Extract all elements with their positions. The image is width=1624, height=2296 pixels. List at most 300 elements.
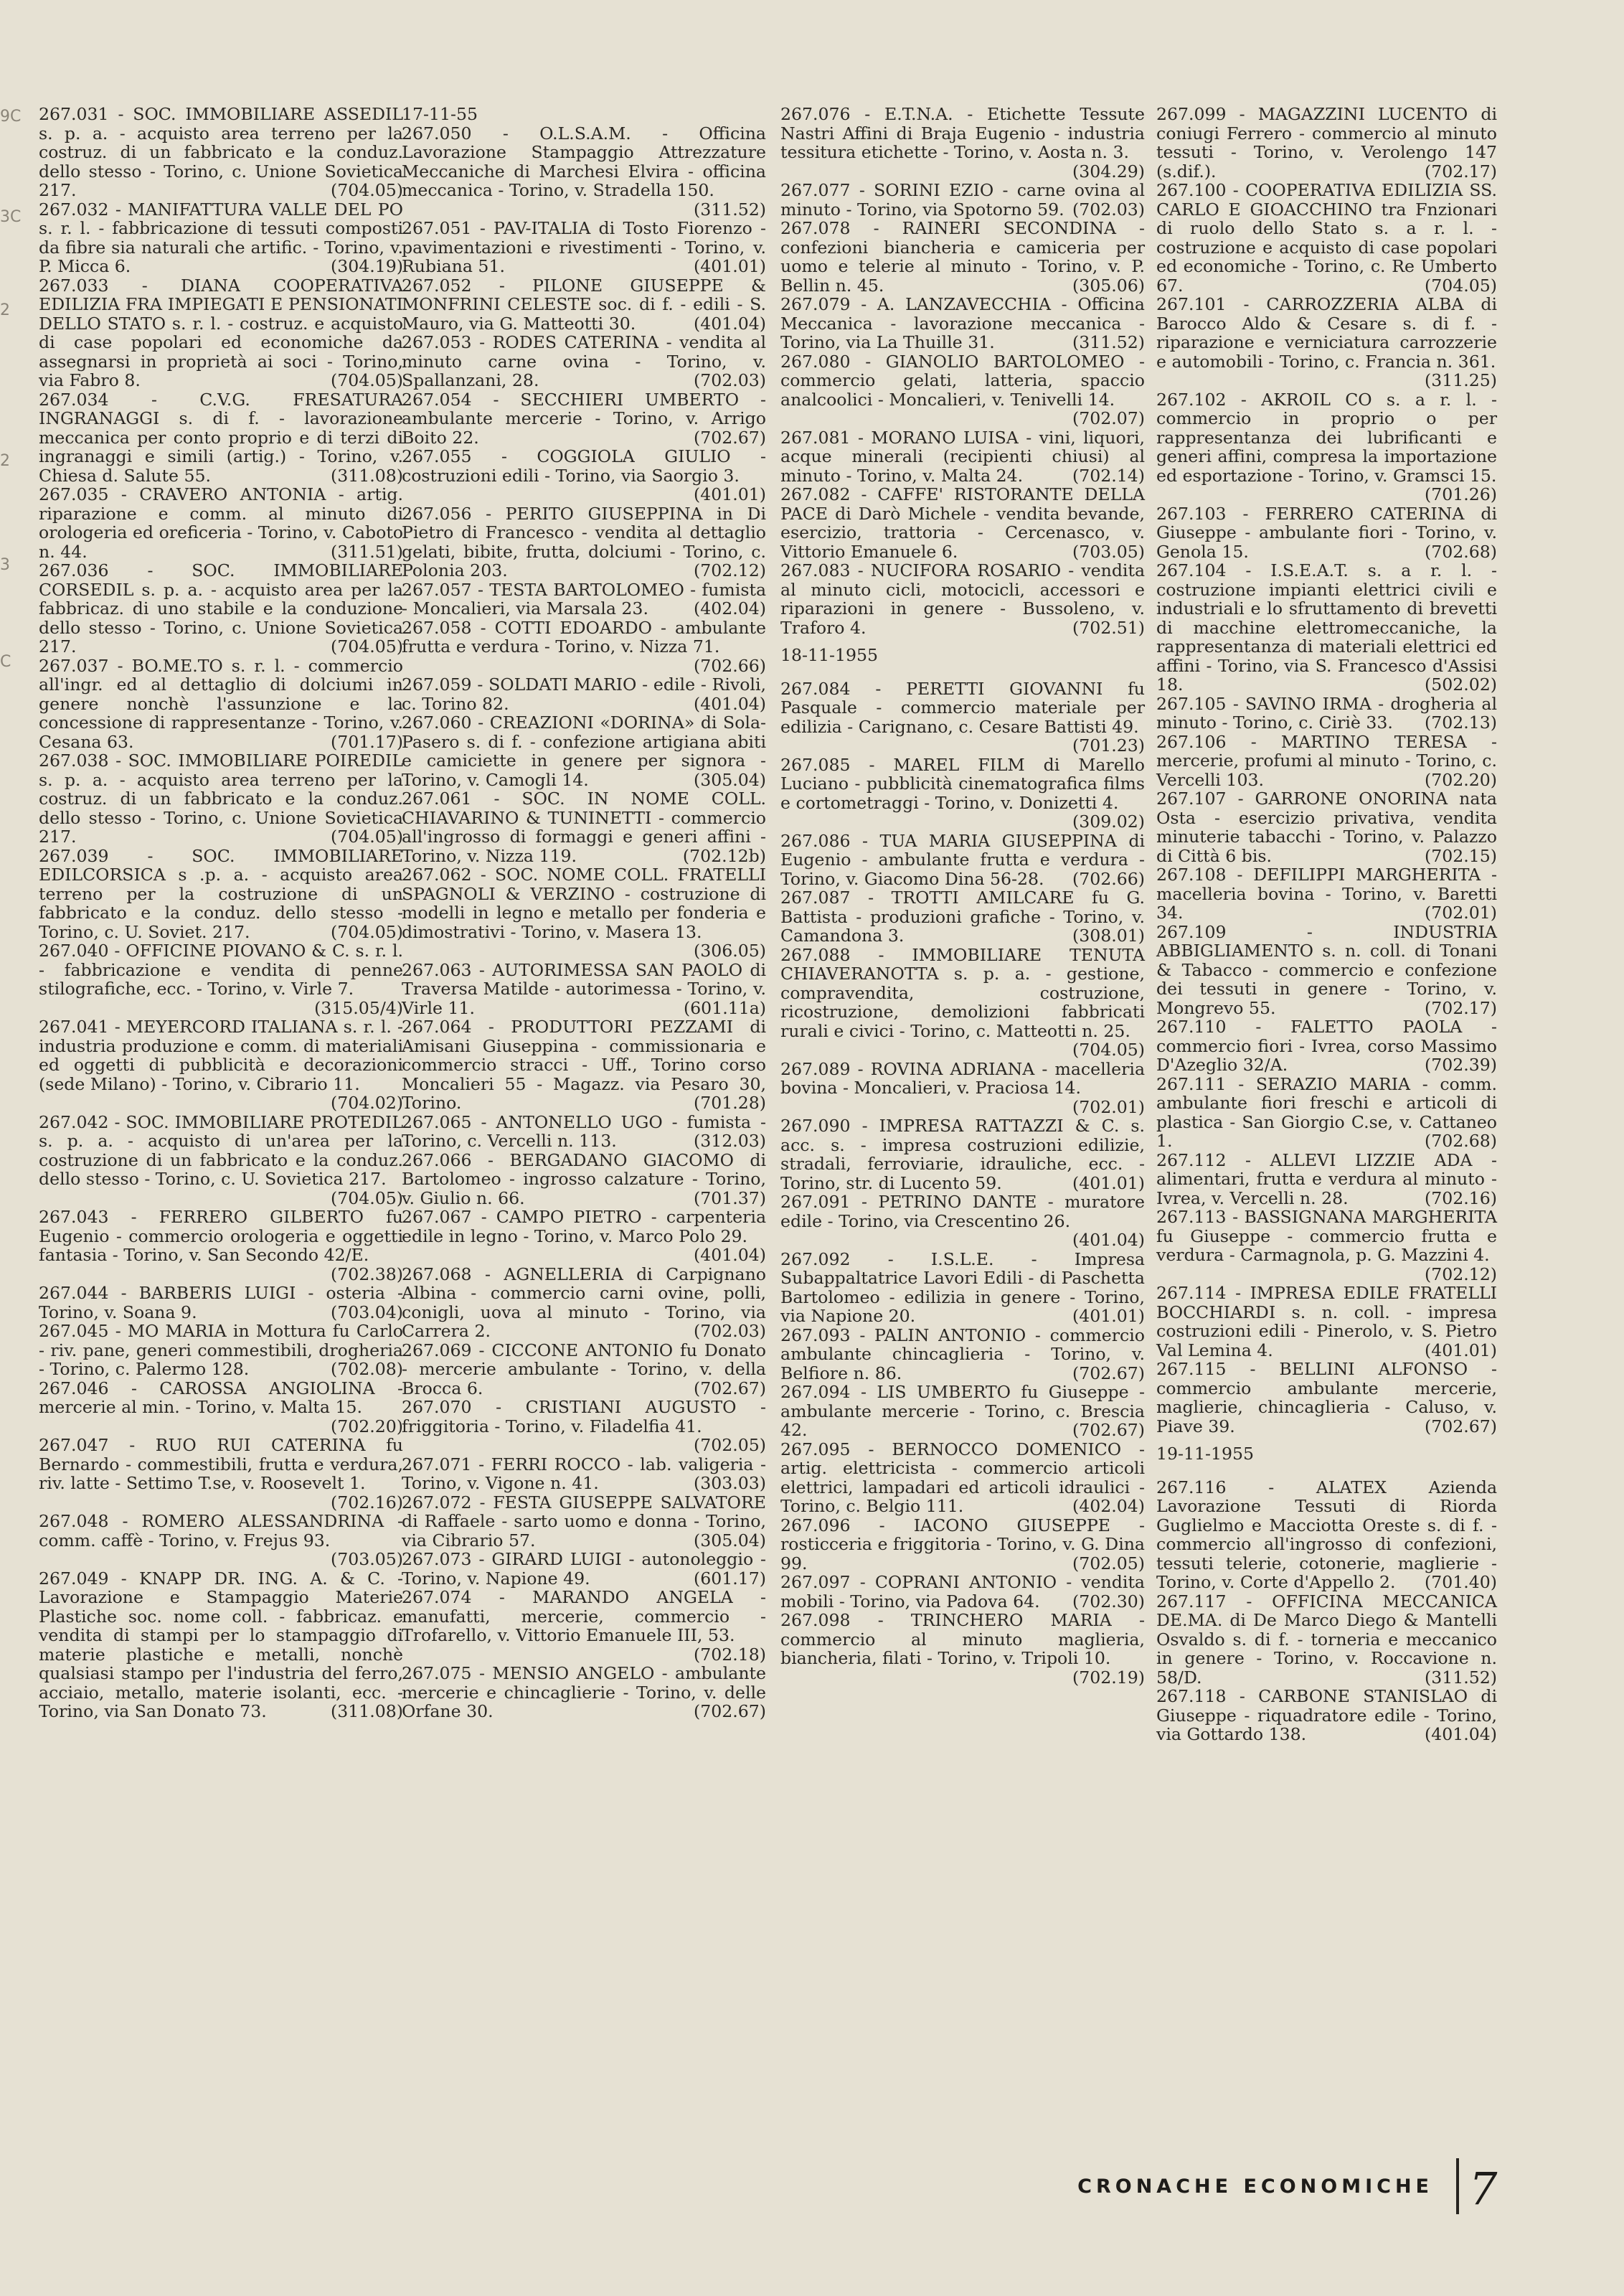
entry-text: - PAV-ITALIA di Tosto Fiorenzo - pavimentazioni e rivestimenti - Torino, v. Rubiana 51. bbox=[402, 218, 767, 276]
entry-number: 267.062 bbox=[402, 865, 472, 885]
category-code: (702.12) bbox=[694, 560, 766, 580]
entry-text: - MANIFATTURA VALLE DEL PO s. r. l. - fabbricazione di tessuti composti da fibre sia naturali che artific. - Torino, v. P. Micca 6. bbox=[39, 199, 403, 276]
entry-text: - PALIN ANTONIO - commercio ambulante chincaglieria - Torino, v. Belfiore n. 86. bbox=[780, 1325, 1145, 1383]
entry-number: 267.076 bbox=[780, 104, 851, 124]
category-code: (315.05/4) bbox=[314, 997, 403, 1018]
entry-text: - DEFILIPPI MARGHERITA - macelleria bovina - Torino, v. Baretti 34. bbox=[1156, 865, 1497, 923]
entry-text: - COTTI EDOARDO - ambulante frutta e verdura - Torino, v. Nizza 71. bbox=[402, 617, 766, 657]
entry-text: - COPRANI ANTONIO - vendita mobili - Torino, via Padova 64. bbox=[780, 1572, 1145, 1612]
entry-number: 267.090 bbox=[780, 1116, 851, 1136]
edge-mark: 2 bbox=[0, 452, 10, 470]
registry-entry bbox=[1156, 390, 1497, 504]
entry-number: 267.050 bbox=[402, 123, 472, 144]
registry-entry bbox=[39, 751, 403, 847]
entry-number: 267.070 bbox=[402, 1397, 472, 1417]
registry-entry bbox=[1156, 1360, 1497, 1436]
entry-number: 267.059 bbox=[402, 674, 472, 695]
registry-entry bbox=[39, 847, 403, 942]
category-code: (401.04) bbox=[1425, 1724, 1497, 1744]
entry-number: 267.054 bbox=[402, 389, 472, 410]
category-code: (702.67) bbox=[694, 1701, 766, 1721]
entry-number: 267.065 bbox=[402, 1111, 472, 1132]
category-code: (308.01) bbox=[1072, 926, 1145, 946]
entry-number: 267.034 bbox=[39, 389, 109, 410]
registry-entry bbox=[402, 1588, 766, 1664]
registry-entry bbox=[780, 295, 1145, 352]
entry-number: 267.079 bbox=[780, 294, 851, 314]
entry-number: 267.036 bbox=[39, 560, 109, 580]
entry-number: 267.093 bbox=[780, 1325, 851, 1345]
registry-entry bbox=[39, 105, 403, 200]
registry-entry bbox=[1156, 1687, 1497, 1744]
entry-text: - COGGIOLA GIULIO - costruzioni edili - Torino, via Saorgio 3. bbox=[402, 446, 766, 486]
registry-entry bbox=[1156, 1017, 1497, 1075]
entry-text: - IMPRESA EDILE FRATELLI BOCCHIARDI s. n. coll. - impresa costruzioni edili - Pinerolo, v. S. Pietro Val Lemina 4. bbox=[1156, 1283, 1497, 1360]
edge-mark: 2 bbox=[0, 301, 10, 319]
category-code: (401.01) bbox=[1072, 1172, 1145, 1193]
entry-number: 267.089 bbox=[780, 1058, 851, 1079]
registry-entry bbox=[39, 1569, 403, 1721]
category-code: (702.67) bbox=[1425, 1416, 1497, 1436]
page-number: 7 bbox=[1469, 2163, 1498, 2215]
entry-text: - ROMERO ALESSANDRINA - comm. caffè - Torino, v. Frejus 93. bbox=[39, 1511, 404, 1551]
entry-text: - INDUSTRIA ABBIGLIAMENTO s. n. coll. di Tonani & Tabacco - commercio e confezione dei tessuti in genere - Torino, v. Mongrevo 55. bbox=[1156, 921, 1497, 1018]
category-code: (401.04) bbox=[694, 693, 766, 714]
entry-number: 267.108 bbox=[1156, 865, 1227, 885]
entry-number: 267.098 bbox=[780, 1610, 851, 1630]
entry-text: - SOLDATI MARIO - edile - Rivoli, c. Torino 82. bbox=[402, 674, 766, 714]
category-code: (702.08) bbox=[331, 1359, 403, 1379]
category-code: (704.05) bbox=[1425, 275, 1497, 296]
date-heading: 19-11-1955 bbox=[1156, 1444, 1255, 1464]
category-code: (704.05) bbox=[1072, 1040, 1145, 1060]
registry-entry bbox=[1156, 561, 1497, 695]
category-code: (402.04) bbox=[1072, 1496, 1145, 1516]
entry-text: - BELLINI ALFONSO - commercio ambulante mercerie, maglierie, chincaglieria - Caluso, v. Piave 39. bbox=[1156, 1359, 1497, 1436]
registry-entry bbox=[1156, 1208, 1497, 1284]
entry-number: 267.113 bbox=[1156, 1207, 1227, 1227]
category-code: (704.05) bbox=[331, 827, 403, 847]
category-code: (312.03) bbox=[694, 1131, 766, 1151]
registry-entry bbox=[780, 1326, 1145, 1383]
category-code: (702.51) bbox=[1072, 617, 1145, 638]
entry-text: - SOC. IMMOBILIARE EDILCORSICA s .p. a. - acquisto area terreno per la costruzione di un fabbricato e la conduz. dello stesso - Torino, c. U. Soviet. 217. bbox=[39, 845, 403, 942]
category-code: (701.26) bbox=[1425, 484, 1497, 504]
registry-entry bbox=[1156, 1284, 1497, 1360]
entry-number: 267.056 bbox=[402, 503, 472, 524]
entry-number: 267.041 bbox=[39, 1017, 109, 1037]
category-code: (701.17) bbox=[331, 731, 403, 752]
registry-entry bbox=[402, 1113, 766, 1151]
entry-number: 267.035 bbox=[39, 484, 109, 504]
category-code: (401.01) bbox=[1425, 1340, 1497, 1360]
category-code: (702.30) bbox=[1072, 1591, 1145, 1612]
category-code: (701.28) bbox=[694, 1093, 766, 1113]
category-code: (704.05) bbox=[331, 921, 403, 942]
entry-number: 267.042 bbox=[39, 1111, 109, 1132]
registry-entry bbox=[780, 561, 1145, 637]
edge-mark: C bbox=[0, 653, 11, 671]
registry-entry bbox=[780, 181, 1145, 219]
entry-text: - CAMPO PIETRO - carpenteria edile in legno - Torino, v. Marco Polo 29. bbox=[402, 1207, 767, 1246]
entry-number: 267.101 bbox=[1156, 294, 1227, 314]
registry-entry bbox=[1156, 1478, 1497, 1592]
category-code: (702.07) bbox=[1072, 408, 1145, 428]
registry-entry bbox=[402, 580, 766, 618]
entry-number: 267.106 bbox=[1156, 731, 1227, 752]
entry-text: - A. LANZAVECCHIA - Officina Meccanica - lavorazione meccanica - Torino, via La Thuille 31. bbox=[780, 294, 1145, 352]
entry-number: 267.046 bbox=[39, 1378, 109, 1398]
category-code: (311.52) bbox=[694, 199, 766, 220]
registry-entry bbox=[39, 657, 403, 752]
registry-entry bbox=[780, 1060, 1145, 1117]
category-code: (702.12b) bbox=[682, 845, 766, 866]
category-code: (702.17) bbox=[1425, 161, 1497, 182]
entry-number: 267.073 bbox=[402, 1549, 472, 1569]
category-code: (702.14) bbox=[1072, 465, 1145, 486]
registry-entry bbox=[402, 865, 766, 961]
category-code: (305.06) bbox=[1072, 275, 1145, 296]
category-code: (702.03) bbox=[694, 1321, 766, 1341]
category-code: (701.37) bbox=[694, 1187, 766, 1208]
entry-text: - CAROSSA ANGIOLINA - mercerie al min. - Torino, v. Malta 15. bbox=[39, 1378, 403, 1417]
category-code: (703.04) bbox=[331, 1302, 403, 1322]
category-code: (702.67) bbox=[1072, 1363, 1145, 1383]
registry-entry bbox=[780, 1383, 1145, 1440]
entry-number: 267.068 bbox=[402, 1264, 472, 1284]
entry-text: - AKROIL CO s. a r. l. - commercio in proprio o per rappresentanza dei lubrificanti e generi affini, compresa la importazione ed esportazione - Torino, v. Gramsci 15. bbox=[1156, 389, 1497, 486]
category-code: (311.25) bbox=[1425, 370, 1497, 390]
category-code: (701.23) bbox=[1072, 735, 1145, 756]
category-code: (502.02) bbox=[1425, 674, 1497, 695]
registry-entry bbox=[39, 1017, 403, 1113]
entry-number: 267.078 bbox=[780, 218, 851, 238]
registry-entry bbox=[780, 946, 1145, 1060]
category-code: (702.67) bbox=[1072, 1420, 1145, 1440]
date-heading: 17-11-55 bbox=[402, 104, 478, 124]
category-code: (702.66) bbox=[694, 655, 766, 676]
entry-text: - CAFFE' RISTORANTE DELLA PACE di Darò Michele - vendita bevande, esercizio, trattoria - Cercenasco, v. Vittorio Emanuele 6. bbox=[780, 484, 1146, 562]
entry-text: - PILONE GIUSEPPE & MONFRINI CELESTE soc. di f. - edili - S. Mauro, via G. Matteotti 30. bbox=[402, 275, 766, 334]
category-code: (701.40) bbox=[1425, 1572, 1497, 1592]
entry-number: 267.039 bbox=[39, 845, 109, 866]
entry-text: - I.S.L.E. - Impresa Subappaltatrice Lavori Edili - di Paschetta Bartolomeo - edilizia in genere - Torino, via Napione 20. bbox=[780, 1248, 1146, 1326]
category-code: (704.05) bbox=[331, 636, 403, 657]
category-code: (702.39) bbox=[1425, 1055, 1497, 1075]
registry-entry bbox=[402, 276, 766, 334]
entry-text: - SOC. NOME COLL. FRATELLI SPAGNOLI & VERZINO - costruzione di modelli in legno e metallo per fonderia e dimostrativi - Torino, v. Masera 13. bbox=[402, 865, 766, 942]
category-code: (702.38) bbox=[331, 1264, 403, 1284]
entry-text: - CARBONE STANISLAO di Giuseppe - riquadratore edile - Torino, via Gottardo 138. bbox=[1156, 1686, 1497, 1744]
entry-text: - MENSIO ANGELO - ambulante mercerie e chincaglierie - Torino, v. delle Orfane 30. bbox=[402, 1663, 766, 1721]
registry-entry bbox=[1156, 181, 1497, 295]
registry-entry bbox=[780, 1516, 1145, 1573]
registry-entry bbox=[780, 1440, 1145, 1516]
registry-entry bbox=[402, 675, 766, 713]
category-code: (306.05) bbox=[694, 941, 766, 961]
category-code: (311.52) bbox=[1072, 332, 1145, 352]
registry-entry bbox=[780, 756, 1145, 832]
registry-entry bbox=[402, 124, 766, 220]
entry-number: 267.086 bbox=[780, 830, 851, 851]
category-code: (601.11a) bbox=[683, 997, 766, 1018]
registry-entry bbox=[402, 504, 766, 580]
registry-entry bbox=[39, 200, 403, 276]
registry-entry bbox=[1156, 1151, 1497, 1208]
entry-number: 267.092 bbox=[780, 1248, 851, 1269]
entry-text: - CICCONE ANTONIO fu Donato - mercerie ambulante - Torino, v. della Brocca 6. bbox=[402, 1340, 766, 1398]
entry-text: - SOC. IMMOBILIARE CORSEDIL s. p. a. - acquisto area per la fabbricaz. di uno stabile e la conduzione dello stesso - Torino, c. Unione Sovietica 217. bbox=[39, 560, 403, 657]
category-code: (702.20) bbox=[1425, 769, 1497, 790]
registry-entry bbox=[402, 1493, 766, 1551]
footer-divider bbox=[1456, 2158, 1459, 2214]
registry-entry bbox=[780, 219, 1145, 295]
registry-entry bbox=[39, 941, 403, 1017]
registry-entry bbox=[780, 888, 1145, 946]
category-code: (702.03) bbox=[694, 370, 766, 390]
entry-number: 267.094 bbox=[780, 1382, 851, 1402]
category-code: (702.01) bbox=[1425, 903, 1497, 923]
entry-number: 267.049 bbox=[39, 1568, 109, 1589]
category-code: (401.04) bbox=[1072, 1230, 1145, 1250]
registry-entry bbox=[39, 1512, 403, 1569]
entry-text: - PERITO GIUSEPPINA in Di Pietro di Francesco - vendita al dettaglio gelati, bibite, frutta, dolciumi - Torino, c. Polonia 203. bbox=[402, 503, 766, 580]
registry-entry bbox=[780, 1116, 1145, 1192]
entry-number: 267.085 bbox=[780, 754, 851, 775]
entry-number: 267.037 bbox=[39, 655, 109, 676]
category-code: (401.01) bbox=[694, 256, 766, 276]
entry-text: - SORINI EZIO - carne ovina al minuto - Torino, via Spotorno 59. bbox=[780, 180, 1145, 220]
category-code: (704.05) bbox=[331, 370, 403, 390]
category-code: (305.04) bbox=[694, 1530, 766, 1551]
registry-entry bbox=[39, 276, 403, 390]
entry-number: 267.072 bbox=[402, 1492, 472, 1512]
edge-mark: 3C bbox=[0, 208, 22, 226]
registry-entry bbox=[402, 1208, 766, 1265]
category-code: (702.67) bbox=[694, 1378, 766, 1398]
entry-text: - BASSIGNANA MARGHERITA fu Giuseppe - commercio frutta e verdura - Carmagnola, p. G. Mazzini 4. bbox=[1156, 1207, 1497, 1265]
entry-number: 267.087 bbox=[780, 888, 851, 908]
entry-text: - GIANOLIO BARTOLOMEO - commercio gelati, latteria, spaccio analcoolici - Moncalieri, v. Tenivelli 14. bbox=[780, 351, 1145, 410]
entry-text: - RUO RUI CATERINA fu Bernardo - commestibili, frutta e verdura, riv. latte - Settimo T.se, v. Roosevelt 1. bbox=[39, 1435, 403, 1493]
category-code: (702.16) bbox=[1425, 1187, 1497, 1208]
registry-entry bbox=[1156, 695, 1497, 733]
entry-text: - OFFICINE PIOVANO & C. s. r. l. - fabbricazione e vendita di penne stilografiche, ecc. - Torino, v. Virle 7. bbox=[39, 941, 403, 999]
entry-text: - SECCHIERI UMBERTO - ambulante mercerie - Torino, v. Arrigo Boito 22. bbox=[402, 389, 766, 448]
category-code: (401.01) bbox=[1072, 1306, 1145, 1326]
entry-number: 267.061 bbox=[402, 789, 472, 809]
entry-text: - GARRONE ONORINA nata Osta - esercizio privativa, vendita minuterie tabacchi - Torino, v. Palazzo di Città 6 bis. bbox=[1156, 789, 1497, 866]
registry-entry bbox=[780, 679, 1145, 756]
entry-text: - RAINERI SECONDINA - confezioni biancheria e camiceria per uomo e telerie al minuto - Torino, v. P. Bellin n. 45. bbox=[780, 218, 1145, 296]
category-code: (304.19) bbox=[331, 256, 403, 276]
entry-number: 267.066 bbox=[402, 1149, 472, 1170]
category-code: (311.08) bbox=[331, 465, 403, 486]
category-code: (702.18) bbox=[694, 1644, 766, 1665]
registry-entry bbox=[402, 1398, 766, 1455]
entry-number: 267.105 bbox=[1156, 693, 1227, 714]
registry-entry bbox=[402, 1017, 766, 1113]
entry-number: 267.051 bbox=[402, 218, 472, 238]
entry-text: - BARBERIS LUIGI - osteria - Torino, v. Soana 9. bbox=[39, 1283, 404, 1322]
entry-number: 267.044 bbox=[39, 1283, 109, 1303]
entry-text: - MORANO LUISA - vini, liquori, acque minerali (recipienti chiusi) al minuto - Torino, v. Malta 24. bbox=[780, 427, 1146, 486]
entry-text: - CREAZIONI «DORINA» di Sola-Pasero s. di f. - confezione artigiana abiti e camiciette in genere per signora - Torino, v. Camogli 14. bbox=[402, 712, 766, 790]
entry-number: 267.060 bbox=[402, 712, 472, 733]
entry-text: - ROVINA ADRIANA - macelleria bovina - Moncalieri, v. Praciosa 14. bbox=[780, 1058, 1146, 1098]
entry-number: 267.111 bbox=[1156, 1073, 1227, 1094]
category-code: (702.05) bbox=[694, 1435, 766, 1455]
entry-text: - FALETTO PAOLA - commercio fiori - Ivrea, corso Massimo D'Azeglio 32/A. bbox=[1156, 1017, 1497, 1075]
registry-entry bbox=[780, 428, 1145, 486]
entry-number: 267.088 bbox=[780, 944, 851, 965]
entry-number: 267.115 bbox=[1156, 1359, 1227, 1379]
entry-text: - O.L.S.A.M. - Officina Lavorazione Stampaggio Attrezzature Meccaniche di Marchesi Elvira - officina meccanica - Torino, v. Stradella 150. bbox=[402, 123, 767, 200]
registry-entry bbox=[1156, 105, 1497, 181]
registry-entry bbox=[39, 485, 403, 561]
column-1 bbox=[39, 105, 403, 1721]
registry-entry bbox=[402, 333, 766, 390]
entry-number: 267.083 bbox=[780, 560, 851, 580]
category-code: (702.16) bbox=[331, 1492, 403, 1512]
entry-text: - FERRERO CATERINA di Giuseppe - ambulante fiori - Torino, v. Genola 15. bbox=[1156, 503, 1497, 562]
registry-entry bbox=[402, 1550, 766, 1588]
entry-number: 267.084 bbox=[780, 678, 851, 699]
category-code: (401.04) bbox=[694, 1245, 766, 1265]
registry-entry bbox=[780, 352, 1145, 428]
publication-title: CRONACHE ECONOMICHE bbox=[1077, 2175, 1433, 2198]
registry-entry bbox=[402, 390, 766, 448]
entry-number: 267.055 bbox=[402, 446, 472, 466]
entry-text: - ANTONELLO UGO - fumista - Torino, c. Vercelli n. 113. bbox=[402, 1111, 766, 1151]
entry-number: 267.091 bbox=[780, 1192, 851, 1212]
entry-text: - TROTTI AMILCARE fu G. Battista - produzioni grafiche - Torino, v. Camandona 3. bbox=[780, 888, 1146, 946]
entry-number: 267.077 bbox=[780, 180, 851, 200]
entry-number: 267.110 bbox=[1156, 1017, 1227, 1037]
entry-number: 267.031 bbox=[39, 104, 109, 124]
registry-entry bbox=[780, 105, 1145, 181]
registry-entry bbox=[1156, 1075, 1497, 1151]
registry-entry bbox=[39, 1436, 403, 1512]
entry-number: 267.069 bbox=[402, 1340, 472, 1360]
entry-number: 267.048 bbox=[39, 1511, 109, 1531]
category-code: (702.20) bbox=[331, 1416, 403, 1436]
entry-number: 267.081 bbox=[780, 427, 851, 448]
registry-entry bbox=[780, 1611, 1145, 1687]
entry-text: - I.S.E.A.T. s. a r. l. - costruzione impianti elettrici civili e industriali e lo sfruttamento di brevetti di macchine elettromeccaniche, la rappresentanza di materiali elettrici ed affini - Torino, via S. Francesco d'Assisi 18. bbox=[1156, 560, 1497, 695]
entry-number: 267.116 bbox=[1156, 1477, 1227, 1497]
entry-text: - SOC. IMMOBILIARE POIREDIL s. p. a. - acquisto area terreno per la costruz. di un fabbricato e la conduz. dello stesso - Torino, c. Unione Sovietica 217. bbox=[39, 751, 403, 847]
entry-text: - KNAPP DR. ING. A. & C. - Lavorazione e Stampaggio Materie Plastiche soc. nome coll. - fabbricaz. e vendita di stampi per lo stampaggio di materie plastiche e metalli, nonchè qualsiasi stampo per l'industria del ferro, acciaio, metallo, materie isolanti, ecc. - Torino, via San Donato 73. bbox=[39, 1568, 404, 1721]
entry-text: - PERETTI GIOVANNI fu Pasquale - commercio materiale per edilizia - Carignano, c. Cesare Battisti 49. bbox=[780, 678, 1146, 737]
entry-text: - FERRI ROCCO - lab. valigeria - Torino, v. Vigone n. 41. bbox=[402, 1454, 767, 1493]
entry-number: 267.047 bbox=[39, 1435, 109, 1455]
entry-text: - C.V.G. FRESATURA INGRANAGGI s. di f. - lavorazione meccanica per conto proprio e di terzi di ingranaggi e simili (artig.) - Torino, v. Chiesa d. Salute 55. bbox=[39, 389, 403, 486]
entry-number: 267.099 bbox=[1156, 104, 1227, 124]
entry-number: 267.075 bbox=[402, 1663, 472, 1683]
registry-entry bbox=[39, 1284, 403, 1322]
entry-text: - SOC. IN NOME COLL. CHIAVARINO & TUNINETTI - commercio all'ingrosso di formaggi e generi affini - Torino, v. Nizza 119. bbox=[402, 789, 766, 866]
entry-text: - COOPERATIVA EDILIZIA SS. CARLO E GIOACCHINO tra Fnzionari di ruolo dello Stato s. a r. l. - costruzione e acquisto di case popolari ed economiche - Torino, c. Re Umberto 67. bbox=[1156, 180, 1498, 296]
entry-text: - BO.ME.TO s. r. l. - commercio all'ingr. ed al dettaglio di dolciumi in genere nonchè l'assunzione e la concessione di rappresentanze - Torino, v. Cesana 63. bbox=[39, 655, 403, 752]
category-code: (303.03) bbox=[694, 1473, 766, 1493]
entry-text: - OFFICINA MECCANICA DE.MA. di De Marco Diego & Mantelli Osvaldo s. di f. - torneria e meccanico in genere - Torino, v. Roccavione n. 58/D. bbox=[1156, 1591, 1498, 1688]
entry-text: - RODES CATERINA - vendita al minuto carne ovina - Torino, v. Spallanzani, 28. bbox=[402, 332, 766, 390]
registry-entry bbox=[780, 1192, 1145, 1250]
category-code: (702.68) bbox=[1425, 541, 1497, 562]
entry-number: 267.064 bbox=[402, 1017, 472, 1037]
entry-number: 267.095 bbox=[780, 1439, 851, 1459]
entry-text: - MARANDO ANGELA - manufatti, mercerie, commercio - Trofarello, v. Vittorio Emanuele III, 53. bbox=[402, 1587, 766, 1645]
registry-entry bbox=[39, 390, 403, 486]
entry-number: 267.097 bbox=[780, 1572, 851, 1592]
entry-number: 267.058 bbox=[402, 617, 472, 638]
entry-text: - E.T.N.A. - Etichette Tessute Nastri Affini di Braja Eugenio - industria tessitura etichette - Torino, v. Aosta n. 3. bbox=[780, 104, 1145, 162]
entry-text: - AUTORIMESSA SAN PAOLO di Traversa Matilde - autorimessa - Torino, v. Virle 11. bbox=[402, 959, 766, 1018]
entry-text: - FERRERO GILBERTO fu Eugenio - commercio orologeria e oggetti fantasia - Torino, v. San Secondo 42/E. bbox=[39, 1207, 403, 1265]
entry-number: 267.045 bbox=[39, 1321, 109, 1341]
column-2 bbox=[402, 105, 766, 1721]
category-code: (703.05) bbox=[331, 1549, 403, 1569]
registry-entry bbox=[780, 832, 1145, 889]
entry-number: 267.104 bbox=[1156, 560, 1227, 580]
registry-entry bbox=[402, 1664, 766, 1721]
registry-entry bbox=[1156, 1592, 1497, 1688]
category-code: (703.05) bbox=[1072, 541, 1145, 562]
entry-text: - TRINCHERO MARIA - commercio al minuto maglieria, biancheria, filati - Torino, v. Tripoli 10. bbox=[780, 1610, 1146, 1668]
category-code: (311.51) bbox=[331, 541, 403, 562]
entry-number: 267.040 bbox=[39, 941, 109, 961]
entry-text: - ALATEX Azienda Lavorazione Tessuti di Riorda Guglielmo e Macciotta Oreste s. di f. - commercio all'ingrosso di confezioni, tessuti telerie, cotonerie, maglierie - Torino, v. Corte d'Appello 2. bbox=[1156, 1477, 1498, 1592]
registry-entry bbox=[1156, 865, 1497, 923]
entry-text: - ALLEVI LIZZIE ADA - alimentari, frutta e verdura al minuto - Ivrea, v. Vercelli n. 28. bbox=[1156, 1149, 1498, 1208]
entry-number: 267.109 bbox=[1156, 921, 1227, 942]
registry-entry bbox=[1156, 923, 1497, 1018]
category-code: (704.05) bbox=[331, 180, 403, 200]
category-code: (702.17) bbox=[1425, 997, 1497, 1018]
registry-entry bbox=[402, 1341, 766, 1398]
category-code: (702.13) bbox=[1425, 712, 1497, 733]
entry-text: - SOC. IMMOBILIARE PROTEDIL s. p. a. - acquisto di un'area per la costruzione di un fabbricato e la conduz. dello stesso - Torino, c. U. Sovietica 217. bbox=[39, 1111, 404, 1189]
entry-text: - GIRARD LUIGI - autonoleggio - Torino, v. Napione 49. bbox=[402, 1549, 766, 1589]
entry-number: 267.074 bbox=[402, 1587, 472, 1607]
entry-text: - PETRINO DANTE - muratore edile - Torino, via Crescentino 26. bbox=[780, 1192, 1146, 1231]
registry-entry bbox=[402, 219, 766, 276]
entry-text: - CRISTIANI AUGUSTO - friggitoria - Torino, v. Filadelfia 41. bbox=[402, 1397, 767, 1436]
category-code: (702.19) bbox=[1072, 1667, 1145, 1688]
page-footer bbox=[1067, 2158, 1569, 2216]
entry-number: 267.043 bbox=[39, 1207, 109, 1227]
category-code: (702.03) bbox=[1072, 199, 1145, 220]
registry-entry bbox=[780, 1250, 1145, 1326]
entry-number: 267.032 bbox=[39, 199, 109, 220]
entry-text: - MAREL FILM di Marello Luciano - pubblicità cinematografica films e cortometraggi - Torino, v. Donizetti 4. bbox=[780, 754, 1145, 813]
category-code: (309.02) bbox=[1072, 811, 1145, 832]
entry-text: - BERNOCCO DOMENICO - artig. elettricista - commercio articoli elettrici, lampadari ed articoli idraulici - Torino, c. Belgio 111. bbox=[780, 1439, 1145, 1516]
entry-number: 267.038 bbox=[39, 751, 109, 771]
entry-text: - SOC. IMMOBILIARE ASSEDIL s. p. a. - acquisto area terreno per la costruz. di un fabbricato e la conduz. dello stesso - Torino, c. Unione Sovietica 217. bbox=[39, 104, 403, 200]
entry-text: - NUCIFORA ROSARIO - vendita al minuto cicli, motocicli, accessori e riparazioni in genere - Bussoleno, v. Traforo 4. bbox=[780, 560, 1146, 638]
registry-entry bbox=[402, 789, 766, 865]
registry-entry bbox=[1156, 504, 1497, 562]
entry-text: - SAVINO IRMA - drogheria al minuto - Torino, c. Ciriè 33. bbox=[1156, 693, 1497, 733]
category-code: (304.29) bbox=[1072, 161, 1145, 182]
entry-text: - IMMOBILIARE TENUTA CHIAVERANOTTA s. p. a. - gestione, compravendita, costruzione, ricostruzione, demolizioni fabbricati rurali e civici - Torino, c. Matteotti n. 25. bbox=[780, 944, 1145, 1041]
edge-mark: 3 bbox=[0, 556, 10, 574]
entry-text: - TESTA BARTOLOMEO - fumista - Moncalieri, via Marsala 23. bbox=[402, 579, 767, 618]
category-code: (401.04) bbox=[694, 313, 766, 334]
entry-number: 267.052 bbox=[402, 275, 472, 296]
